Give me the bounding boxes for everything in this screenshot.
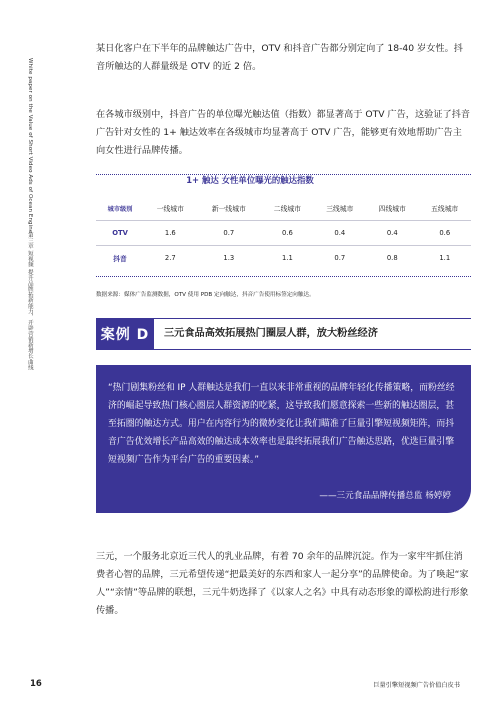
table-header-cell: 五线城市 xyxy=(431,205,459,213)
intro-paragraph: 某日化客户在下半年的品牌触达广告中，OTV 和抖音广告都分别定向了 18-40 岁女性。抖音所触达的人群量级是 OTV 的近 2 倍。 xyxy=(96,43,463,72)
reach-index-table xyxy=(96,196,471,270)
footer-title: 巨量引擎短视频广告价值白皮书 xyxy=(373,682,460,689)
quote-author: ——三元食品品牌传播总监 杨婷婷 xyxy=(319,491,451,501)
table-cell: 1.6 xyxy=(144,221,196,246)
row-label-douyin: 抖音 xyxy=(96,246,144,271)
table-cell: 1.3 xyxy=(197,246,262,271)
table-cell: 1.1 xyxy=(418,246,471,271)
table-cell: 0.4 xyxy=(366,221,418,246)
case-tag: 案例 D xyxy=(96,319,154,349)
table-cell: 0.4 xyxy=(314,221,366,246)
row-label-otv: OTV xyxy=(96,221,144,246)
table-cell: 1.1 xyxy=(261,246,313,271)
table-cell: 0.8 xyxy=(366,246,418,271)
table-title: 1+ 触达 女性单位曝光的触达指数 xyxy=(0,168,500,187)
quote-box xyxy=(96,365,471,513)
table-cell: 0.6 xyxy=(418,221,471,246)
table-header-cell: 三线城市 xyxy=(326,205,354,213)
data-source-note: 数据来源：媒体广告监测数据，OTV 使用 PDB 定向触达，抖音广告使用标签定向触达。 xyxy=(96,292,315,298)
page-number: 16 xyxy=(30,679,42,689)
table-header-cell: 四线城市 xyxy=(378,205,406,213)
table-row xyxy=(96,246,471,271)
sidebar-english-title: White paper on the Value of Short Video Ads of Ocean Engine xyxy=(26,58,33,234)
table-header-cell: 城市级别 xyxy=(107,205,133,213)
table-bottom-divider xyxy=(96,276,471,277)
table-cell: 0.6 xyxy=(261,221,313,246)
table-header-row xyxy=(96,196,471,221)
quote-text: “热门剧集粉丝和 IP 人群触达是我们一直以来非常重视的品牌年轻化传播策略，而粉丝经济的崛起导致热门核心圈层人群资源的吃紧，这导致我们愿意探索一些新的触达圈层，甚至拓圈的触达方式。用户在内容行为的微妙变化让我们瞄准了巨量引擎短视频矩阵，而抖音广告优效增长产品高效的触达成本效率也是最终拓展我们广告触达思路，优选巨量引擎短视频广告作为平台广告的重要因素。” xyxy=(108,383,455,465)
table-header-cell: 一线城市 xyxy=(156,205,184,213)
analysis-paragraph: 在各城市级别中，抖音广告的单位曝光触达值（指数）都显著高于 OTV 广告，这验证了抖音广告针对女性的 1+ 触达效率在各级城市均显著高于 OTV 广告，能够更有效地帮助广告主向女性进行品牌传播。 xyxy=(96,109,471,156)
table-cell: 0.7 xyxy=(314,246,366,271)
table-header-cell: 二线城市 xyxy=(273,205,301,213)
sidebar-chapter-number: 第三章 xyxy=(26,232,33,249)
table-header-cell: 新一线城市 xyxy=(211,205,246,213)
table-row xyxy=(96,221,471,246)
sidebar-chapter-title: 短视频 提升品牌拓新能力，开辟营销新增长曲线 xyxy=(26,250,33,371)
table-cell: 2.7 xyxy=(144,246,196,271)
table-cell: 0.7 xyxy=(197,221,262,246)
sidebar-chapter xyxy=(26,232,33,370)
brand-paragraph: 三元，一个服务北京近三代人的乳业品牌，有着 70 余年的品牌沉淀。作为一家牢牢抓住消费者心智的品牌，三元希望传递“把最美好的东西和家人一起分享”的品牌使命。为了唤起“家人”“亲情”等品牌的联想，三元牛奶选择了《以家人之名》中具有动态形象的谭松韵进行形象传播。 xyxy=(96,551,469,616)
case-title: 三元食品高效拓展热门圈层人群，放大粉丝经济 xyxy=(164,328,378,339)
case-header xyxy=(96,318,471,350)
